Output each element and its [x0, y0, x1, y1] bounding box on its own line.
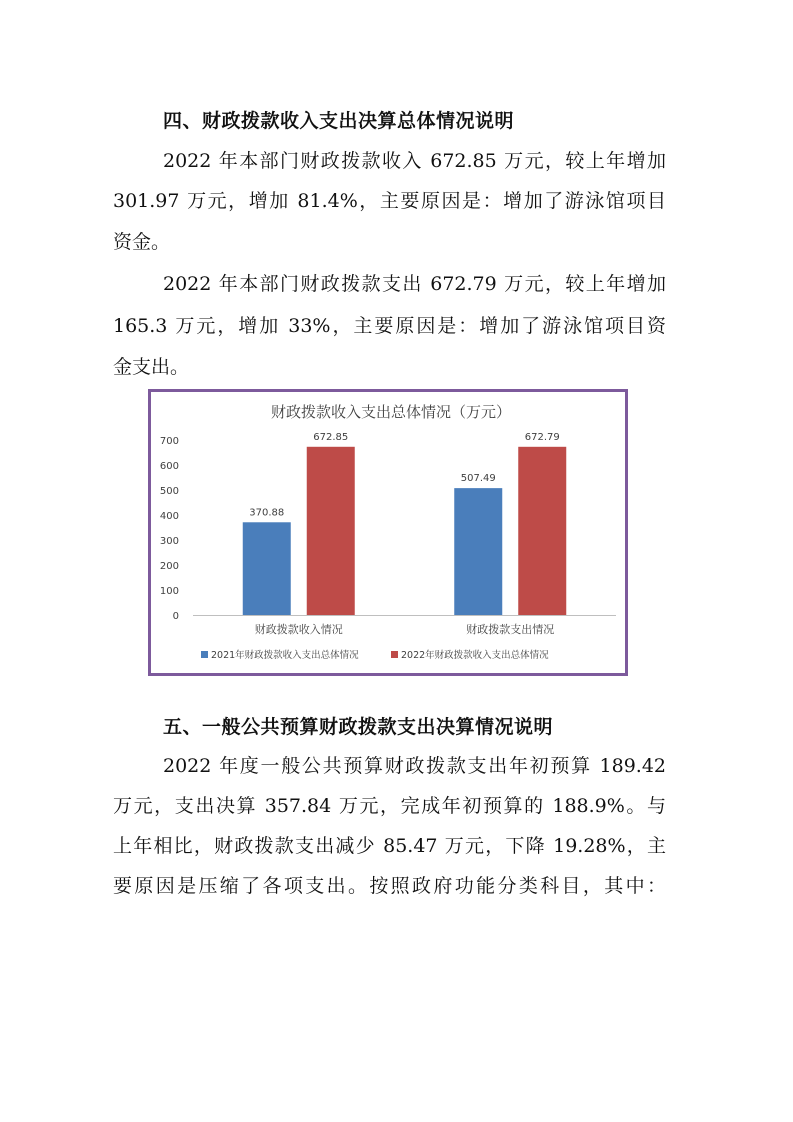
y-tick-label: 0	[172, 611, 179, 622]
section-4-para1-line2: 301.97 万元，增加 81.4%，主要原因是：增加了游泳馆项目	[113, 190, 666, 212]
bar-2022	[307, 447, 355, 615]
chart-legend	[201, 649, 549, 661]
bar-chart	[151, 392, 625, 673]
y-tick-label: 400	[159, 511, 179, 522]
section-4-para1-line1: 2022 年本部门财政拨款收入 672.85 万元，较上年增加	[163, 150, 666, 172]
bar-2021	[454, 488, 502, 615]
x-category-label: 财政拨款收入情况	[254, 623, 343, 636]
section-5-para1-line2: 万元，支出决算 357.84 万元，完成年初预算的 188.9%。与	[113, 795, 666, 817]
section-5-para1-line1: 2022 年度一般公共预算财政拨款支出年初预算 189.42	[163, 755, 666, 777]
section-4-para2-line1: 2022 年本部门财政拨款支出 672.79 万元，较上年增加	[163, 273, 666, 295]
y-tick-label: 600	[159, 461, 179, 472]
section-5-para1-line3: 上年相比，财政拨款支出减少 85.47 万元，下降 19.28%，主	[113, 835, 666, 857]
y-tick-label: 700	[159, 436, 179, 447]
y-tick-label: 300	[159, 536, 179, 547]
chart-title: 财政拨款收入支出总体情况（万元）	[270, 403, 512, 421]
bar-2022	[518, 447, 566, 615]
bar-value-label: 672.85	[313, 431, 349, 443]
section-4-para2-line3: 金支出。	[113, 356, 190, 378]
bar-value-label: 672.79	[524, 431, 560, 443]
x-category-label: 财政拨款支出情况	[466, 623, 555, 636]
x-axis	[193, 616, 616, 637]
legend-swatch	[391, 651, 398, 658]
section-4-para1-line3: 资金。	[113, 231, 171, 253]
section-4-heading: 四、财政拨款收入支出决算总体情况说明	[163, 110, 515, 132]
section-5-heading: 五、一般公共预算财政拨款支出决算情况说明	[163, 716, 554, 738]
bar-2021	[243, 522, 291, 615]
y-tick-label: 100	[159, 586, 179, 597]
y-tick-label: 200	[159, 561, 179, 572]
bar-value-label: 507.49	[460, 473, 496, 485]
y-tick-label: 500	[159, 486, 179, 497]
legend-label: 2021年财政拨款收入支出总体情况	[211, 650, 359, 661]
bar-series	[243, 432, 567, 615]
section-4-para2-line2: 165.3 万元，增加 33%，主要原因是：增加了游泳馆项目资	[113, 315, 666, 337]
section-5-para1-line4: 要原因是压缩了各项支出。按照政府功能分类科目，其中：	[113, 875, 666, 897]
bar-value-label: 370.88	[249, 507, 285, 519]
legend-swatch	[201, 651, 208, 658]
y-axis	[160, 436, 179, 622]
chart-frame	[148, 389, 628, 676]
legend-label: 2022年财政拨款收入支出总体情况	[401, 650, 549, 661]
